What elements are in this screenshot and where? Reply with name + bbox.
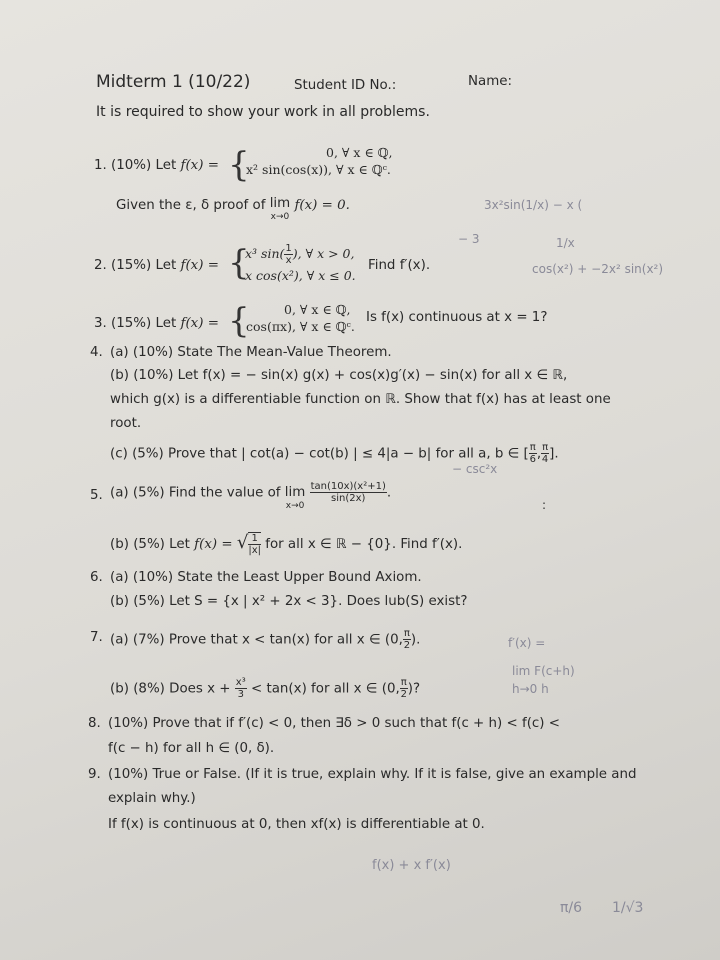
handwritten-note: h→0 h [512, 682, 549, 696]
problem-9-line2: explain why.) [108, 791, 196, 806]
problem-4c: (c) (5%) Prove that | cot(a) − cot(b) | ≤ 4|a − b| for all a, b ∈ [ $\frac{\pi}{6}$ , $\frac{\pi}{4}$ ]. [110, 442, 559, 465]
handwritten-note: f(x) + x f′(x) [372, 858, 451, 873]
brace: { [228, 301, 250, 341]
name-label: Name: [468, 74, 513, 89]
piecewise-cases: 0, ∀ x ∈ ℚ, x² sin(cos(x)), ∀ x ∈ ℚᶜ. [246, 145, 393, 177]
problem-number: 6. [90, 570, 103, 585]
brace: { [228, 243, 250, 283]
piecewise-cases: 0, ∀ x ∈ ℚ, cos(πx), ∀ x ∈ ℚᶜ. [246, 302, 355, 334]
handwritten-note: − 3 [458, 232, 480, 246]
problem-7b: (b) (8%) Does x + $\frac{\text{x³}}{3}$ < tan(x) for all x ∈ (0, $\frac{\pi}{2}$ )? [110, 677, 421, 700]
problem-6b: (b) (5%) Let S = {x | x² + 2x < 3}. Does lub(S) exist? [110, 594, 468, 609]
student-id-label: Student ID No.: [294, 78, 397, 93]
instructions: It is required to show your work in all problems. [96, 104, 430, 120]
problem-3: 3. (15%) Let f(x) = [94, 316, 219, 331]
problem-7a: (a) (7%) Prove that x < tan(x) for all x ∈ (0, $\frac{\pi}{2}$ ). [110, 628, 421, 651]
problem-number: 5. [90, 488, 103, 503]
handwritten-note: : [542, 498, 547, 512]
handwritten-note: π/6 [560, 900, 583, 916]
handwritten-note: f′(x) = [508, 636, 546, 650]
problem-3-question: Is f(x) continuous at x = 1? [366, 310, 548, 325]
handwritten-note: 1/x [556, 236, 575, 250]
problem-number: 1. [94, 158, 107, 173]
handwritten-note: 3x²sin(1/x) − x ( [484, 198, 583, 212]
handwritten-note: 1/√3 [612, 900, 644, 916]
problem-8-line2: f(c − h) for all h ∈ (0, δ). [108, 741, 275, 756]
problem-number: 4. [90, 345, 103, 360]
handwritten-note: cos(x²) + −2x² sin(x²) [532, 262, 664, 276]
problem-4b-line1: (b) (10%) Let f(x) = − sin(x) g(x) + cos(x)g′(x) − sin(x) for all x ∈ ℝ, [110, 368, 568, 383]
problem-5b: (b) (5%) Let f(x) = √ $\frac{1}{|x|}$ for all x ∈ ℝ − {0}. Find f′(x). [110, 532, 463, 556]
problem-4a: (a) (10%) State The Mean-Value Theorem. [110, 345, 392, 360]
problem-5a: (a) (5%) Find the value of lim x→0 $\frac{\text{tan(10x)(x²+1)}}{\sin(2x)}$ . [110, 481, 392, 511]
brace: { [228, 145, 250, 185]
problem-number: 8. [88, 716, 101, 731]
problem-number: 7. [90, 630, 103, 645]
problem-1: 1. (10%) Let f(x) = [94, 158, 219, 173]
problem-4b-line2: which g(x) is a differentiable function on ℝ. Show that f(x) has at least one [110, 392, 611, 407]
handwritten-note: − csc²x [452, 462, 498, 476]
problem-6a: (a) (10%) State the Least Upper Bound Axiom. [110, 570, 422, 585]
problem-2-find: Find f′(x). [368, 258, 431, 273]
problem-9-line3: If f(x) is continuous at 0, then xf(x) is differentiable at 0. [108, 817, 485, 832]
problem-number: 9. [88, 767, 101, 782]
problem-8-line1: (10%) Prove that if f′(c) < 0, then ∃δ > 0 such that f(c + h) < f(c) < [108, 716, 560, 731]
exam-title: Midterm 1 (10/22) [96, 72, 251, 92]
problem-1-given: Given the ε, δ proof of lim x→0 f(x) = 0. [116, 196, 350, 222]
problem-9-line1: (10%) True or False. (If it is true, explain why. If it is false, give an example and [108, 767, 637, 782]
problem-2: 2. (15%) Let f(x) = [94, 258, 219, 273]
handwritten-note: lim F(c+h) [512, 664, 575, 678]
problem-4b-line3: root. [110, 416, 142, 431]
piecewise-cases: x³ sin( $\frac{1}{x}$ ), ∀ x > 0, x cos(x²), ∀ x ≤ 0. [245, 243, 356, 283]
